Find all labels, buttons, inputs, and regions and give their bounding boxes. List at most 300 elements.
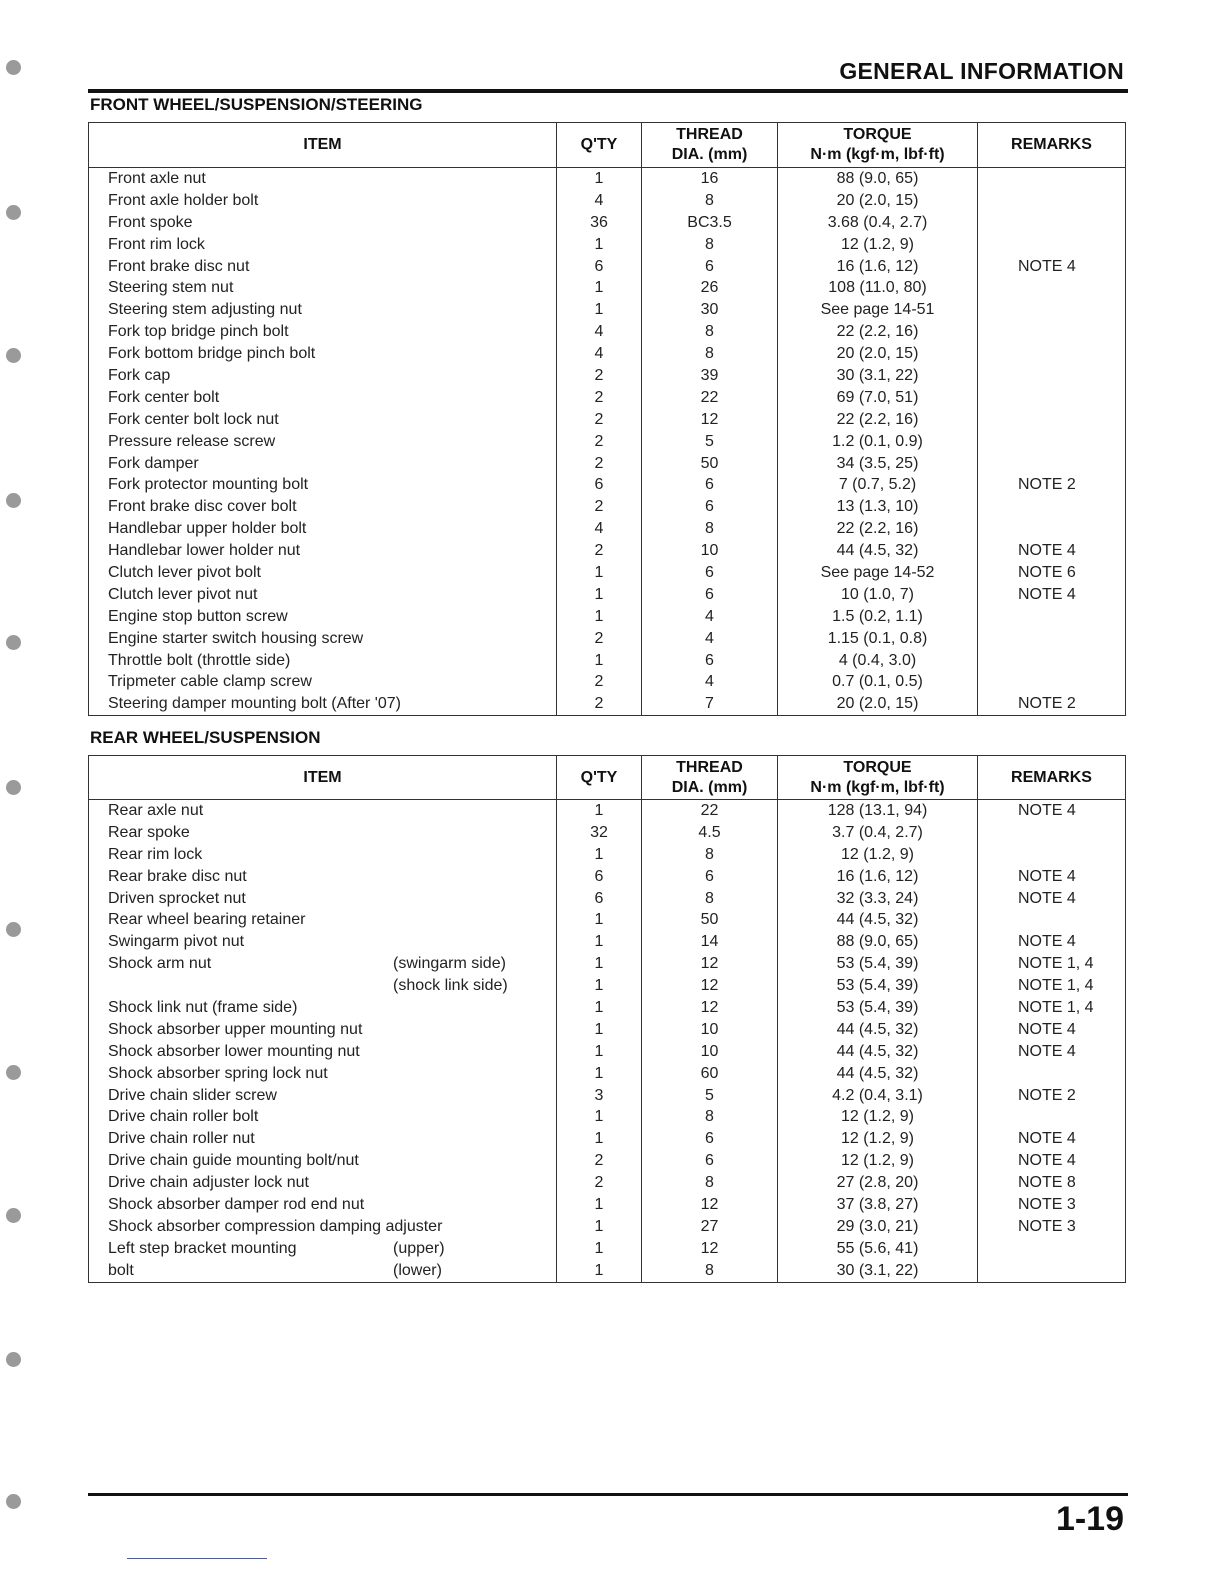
cell-torque: 53 (5.4, 39) bbox=[778, 997, 978, 1019]
item-name: Drive chain guide mounting bolt/nut bbox=[108, 1152, 359, 1170]
torque-label: TORQUE bbox=[843, 758, 912, 776]
cell-qty: 6 bbox=[557, 888, 642, 910]
cell-torque: 128 (13.1, 94) bbox=[778, 800, 978, 822]
table-row bbox=[89, 365, 1126, 387]
cell-remarks bbox=[978, 343, 1126, 365]
table-row bbox=[89, 321, 1126, 343]
table-row bbox=[89, 888, 1126, 910]
cell-torque: 44 (4.5, 32) bbox=[778, 909, 978, 931]
cell-qty: 6 bbox=[557, 866, 642, 888]
binder-hole bbox=[6, 205, 21, 220]
cell-item bbox=[89, 1106, 557, 1128]
cell-thread-dia: 10 bbox=[642, 1041, 778, 1063]
column-header-remarks: REMARKS bbox=[978, 756, 1126, 800]
cell-qty: 2 bbox=[557, 431, 642, 453]
cell-qty: 1 bbox=[557, 1019, 642, 1041]
cell-item: Clutch lever pivot bolt bbox=[89, 562, 557, 584]
cell-remarks bbox=[978, 234, 1126, 256]
table-row bbox=[89, 234, 1126, 256]
cell-item bbox=[89, 1216, 557, 1238]
cell-item: Fork top bridge pinch bolt bbox=[89, 321, 557, 343]
page-header-title: GENERAL INFORMATION bbox=[839, 58, 1124, 84]
cell-thread-dia: 12 bbox=[642, 997, 778, 1019]
table-row bbox=[89, 1194, 1126, 1216]
cell-torque: 12 (1.2, 9) bbox=[778, 234, 978, 256]
table-row bbox=[89, 671, 1126, 693]
cell-torque: 22 (2.2, 16) bbox=[778, 321, 978, 343]
cell-torque: 1.15 (0.1, 0.8) bbox=[778, 628, 978, 650]
cell-item bbox=[89, 1260, 557, 1282]
cell-thread-dia: 4.5 bbox=[642, 822, 778, 844]
cell-torque: 20 (2.0, 15) bbox=[778, 693, 978, 715]
torque-unit: N·m (kgf·m, lbf·ft) bbox=[810, 146, 945, 163]
cell-qty: 6 bbox=[557, 256, 642, 278]
cell-qty: 4 bbox=[557, 190, 642, 212]
table-row bbox=[89, 1063, 1126, 1085]
cell-thread-dia: 8 bbox=[642, 518, 778, 540]
item-name: Shock link nut (frame side) bbox=[108, 998, 298, 1016]
cell-remarks: NOTE 4 bbox=[978, 931, 1126, 953]
cell-item bbox=[89, 844, 557, 866]
cell-torque: 108 (11.0, 80) bbox=[778, 277, 978, 299]
cell-thread-dia: 60 bbox=[642, 1063, 778, 1085]
cell-remarks: NOTE 1, 4 bbox=[978, 953, 1126, 975]
table-row bbox=[89, 997, 1126, 1019]
cell-remarks: NOTE 4 bbox=[978, 584, 1126, 606]
table-row bbox=[89, 256, 1126, 278]
cell-thread-dia: 5 bbox=[642, 431, 778, 453]
cell-qty: 2 bbox=[557, 453, 642, 475]
cell-qty: 1 bbox=[557, 562, 642, 584]
table-row bbox=[89, 496, 1126, 518]
item-name: bolt bbox=[108, 1261, 134, 1279]
cell-remarks: NOTE 4 bbox=[978, 1019, 1126, 1041]
cell-qty: 1 bbox=[557, 909, 642, 931]
cell-item bbox=[89, 1085, 557, 1107]
cell-torque: 44 (4.5, 32) bbox=[778, 540, 978, 562]
cell-thread-dia: 12 bbox=[642, 1194, 778, 1216]
cell-remarks: NOTE 4 bbox=[978, 1041, 1126, 1063]
item-name: Rear brake disc nut bbox=[108, 867, 247, 885]
cell-remarks bbox=[978, 822, 1126, 844]
cell-thread-dia: 4 bbox=[642, 628, 778, 650]
binder-hole bbox=[6, 1065, 21, 1080]
cell-thread-dia: 8 bbox=[642, 844, 778, 866]
cell-qty: 2 bbox=[557, 387, 642, 409]
thread-label: THREAD bbox=[676, 758, 743, 776]
cell-thread-dia: 6 bbox=[642, 496, 778, 518]
cell-torque: 34 (3.5, 25) bbox=[778, 453, 978, 475]
table-row bbox=[89, 822, 1126, 844]
cell-thread-dia: 8 bbox=[642, 1106, 778, 1128]
cell-torque: 12 (1.2, 9) bbox=[778, 1150, 978, 1172]
cell-qty: 2 bbox=[557, 540, 642, 562]
cell-item bbox=[89, 909, 557, 931]
column-header-thread bbox=[642, 756, 778, 800]
cell-remarks bbox=[978, 1063, 1126, 1085]
cell-item: Front brake disc nut bbox=[89, 256, 557, 278]
cell-torque: 88 (9.0, 65) bbox=[778, 931, 978, 953]
column-header-item: ITEM bbox=[89, 123, 557, 168]
cell-remarks: NOTE 1, 4 bbox=[978, 975, 1126, 997]
cell-torque: 4 (0.4, 3.0) bbox=[778, 650, 978, 672]
table-row bbox=[89, 474, 1126, 496]
item-name: Shock absorber damper rod end nut bbox=[108, 1195, 365, 1213]
table-row bbox=[89, 562, 1126, 584]
cell-remarks bbox=[978, 321, 1126, 343]
table-row bbox=[89, 387, 1126, 409]
binder-hole bbox=[6, 1352, 21, 1367]
cell-thread-dia: BC3.5 bbox=[642, 212, 778, 234]
cell-remarks: NOTE 4 bbox=[978, 1128, 1126, 1150]
cell-item: Fork center bolt bbox=[89, 387, 557, 409]
cell-item bbox=[89, 1172, 557, 1194]
cell-torque: 30 (3.1, 22) bbox=[778, 365, 978, 387]
table-row bbox=[89, 540, 1126, 562]
cell-remarks: NOTE 4 bbox=[978, 256, 1126, 278]
item-name: Shock absorber compression damping adjuster bbox=[108, 1217, 443, 1235]
table-row bbox=[89, 343, 1126, 365]
cell-torque: 53 (5.4, 39) bbox=[778, 953, 978, 975]
cell-item bbox=[89, 1194, 557, 1216]
table-row bbox=[89, 844, 1126, 866]
cell-torque: 44 (4.5, 32) bbox=[778, 1019, 978, 1041]
cell-remarks bbox=[978, 365, 1126, 387]
cell-thread-dia: 50 bbox=[642, 909, 778, 931]
cell-item bbox=[89, 822, 557, 844]
cell-item: Fork cap bbox=[89, 365, 557, 387]
rear-torque-table bbox=[88, 755, 1126, 1283]
cell-torque: 16 (1.6, 12) bbox=[778, 256, 978, 278]
binder-hole bbox=[6, 60, 21, 75]
cell-torque: 3.68 (0.4, 2.7) bbox=[778, 212, 978, 234]
cell-remarks: NOTE 4 bbox=[978, 1150, 1126, 1172]
cell-item bbox=[89, 953, 557, 975]
cell-torque: 1.5 (0.2, 1.1) bbox=[778, 606, 978, 628]
cell-torque: 4.2 (0.4, 3.1) bbox=[778, 1085, 978, 1107]
binder-hole bbox=[6, 1208, 21, 1223]
item-name: Drive chain roller nut bbox=[108, 1130, 255, 1148]
cell-remarks: NOTE 2 bbox=[978, 693, 1126, 715]
cell-qty: 1 bbox=[557, 277, 642, 299]
column-header-torque bbox=[778, 123, 978, 168]
item-name: Rear rim lock bbox=[108, 845, 203, 863]
cell-remarks: NOTE 3 bbox=[978, 1194, 1126, 1216]
cell-qty: 2 bbox=[557, 365, 642, 387]
cell-item: Fork damper bbox=[89, 453, 557, 475]
cell-item bbox=[89, 1063, 557, 1085]
cell-qty: 1 bbox=[557, 1238, 642, 1260]
cell-thread-dia: 8 bbox=[642, 1260, 778, 1282]
cell-qty: 1 bbox=[557, 168, 642, 190]
cell-torque: 37 (3.8, 27) bbox=[778, 1194, 978, 1216]
cell-item: Steering damper mounting bolt (After '07) bbox=[89, 693, 557, 715]
cell-remarks bbox=[978, 453, 1126, 475]
item-name: Driven sprocket nut bbox=[108, 889, 246, 907]
item-name: Rear axle nut bbox=[108, 801, 204, 819]
cell-remarks: NOTE 1, 4 bbox=[978, 997, 1126, 1019]
cell-torque: See page 14-52 bbox=[778, 562, 978, 584]
footer-rule bbox=[88, 1493, 1128, 1496]
thread-unit: DIA. (mm) bbox=[671, 778, 748, 796]
column-header-torque bbox=[778, 756, 978, 800]
cell-qty: 1 bbox=[557, 800, 642, 822]
cell-item bbox=[89, 866, 557, 888]
cell-item: Front brake disc cover bolt bbox=[89, 496, 557, 518]
cell-remarks bbox=[978, 628, 1126, 650]
cell-thread-dia: 50 bbox=[642, 453, 778, 475]
cell-thread-dia: 5 bbox=[642, 1085, 778, 1107]
cell-qty: 1 bbox=[557, 606, 642, 628]
cell-thread-dia: 6 bbox=[642, 584, 778, 606]
item-name: Shock absorber spring lock nut bbox=[108, 1064, 328, 1082]
cell-qty: 6 bbox=[557, 474, 642, 496]
front-table-body bbox=[89, 168, 1126, 716]
table-row bbox=[89, 975, 1126, 997]
table-row bbox=[89, 168, 1126, 190]
cell-item: Engine starter switch housing screw bbox=[89, 628, 557, 650]
cell-thread-dia: 39 bbox=[642, 365, 778, 387]
cell-torque: 27 (2.8, 20) bbox=[778, 1172, 978, 1194]
cell-qty: 4 bbox=[557, 518, 642, 540]
cell-item: Front axle nut bbox=[89, 168, 557, 190]
table-row bbox=[89, 1106, 1126, 1128]
binder-hole bbox=[6, 1494, 21, 1509]
cell-remarks: NOTE 8 bbox=[978, 1172, 1126, 1194]
cell-torque: 29 (3.0, 21) bbox=[778, 1216, 978, 1238]
column-header-item: ITEM bbox=[89, 756, 557, 800]
cell-remarks bbox=[978, 496, 1126, 518]
cell-item: Tripmeter cable clamp screw bbox=[89, 671, 557, 693]
table-row bbox=[89, 800, 1126, 822]
cell-qty: 1 bbox=[557, 584, 642, 606]
cell-remarks bbox=[978, 168, 1126, 190]
item-location: (shock link side) bbox=[393, 977, 508, 995]
cell-remarks bbox=[978, 671, 1126, 693]
cell-thread-dia: 6 bbox=[642, 562, 778, 584]
cell-thread-dia: 14 bbox=[642, 931, 778, 953]
front-torque-table bbox=[88, 122, 1126, 716]
cell-torque: 32 (3.3, 24) bbox=[778, 888, 978, 910]
cell-item bbox=[89, 1150, 557, 1172]
cell-qty: 1 bbox=[557, 1063, 642, 1085]
cell-qty: 1 bbox=[557, 997, 642, 1019]
cell-torque: 44 (4.5, 32) bbox=[778, 1063, 978, 1085]
torque-label: TORQUE bbox=[843, 126, 912, 143]
cell-thread-dia: 10 bbox=[642, 540, 778, 562]
cell-item: Handlebar upper holder bolt bbox=[89, 518, 557, 540]
table-row bbox=[89, 409, 1126, 431]
cell-thread-dia: 10 bbox=[642, 1019, 778, 1041]
cell-item bbox=[89, 800, 557, 822]
cell-qty: 2 bbox=[557, 693, 642, 715]
cell-thread-dia: 27 bbox=[642, 1216, 778, 1238]
cell-item bbox=[89, 888, 557, 910]
cell-qty: 1 bbox=[557, 844, 642, 866]
torque-unit: N·m (kgf·m, lbf·ft) bbox=[810, 778, 945, 796]
cell-remarks bbox=[978, 299, 1126, 321]
cell-torque: 20 (2.0, 15) bbox=[778, 343, 978, 365]
cell-qty: 1 bbox=[557, 953, 642, 975]
cell-remarks bbox=[978, 387, 1126, 409]
cell-remarks: NOTE 4 bbox=[978, 866, 1126, 888]
cell-remarks bbox=[978, 909, 1126, 931]
cell-remarks: NOTE 6 bbox=[978, 562, 1126, 584]
cell-remarks bbox=[978, 190, 1126, 212]
cell-thread-dia: 6 bbox=[642, 256, 778, 278]
cell-torque: 12 (1.2, 9) bbox=[778, 844, 978, 866]
cell-thread-dia: 8 bbox=[642, 234, 778, 256]
table-row bbox=[89, 628, 1126, 650]
cell-torque: 69 (7.0, 51) bbox=[778, 387, 978, 409]
cell-torque: 88 (9.0, 65) bbox=[778, 168, 978, 190]
table-row bbox=[89, 190, 1126, 212]
table-row bbox=[89, 953, 1126, 975]
cell-thread-dia: 4 bbox=[642, 606, 778, 628]
cell-torque: 12 (1.2, 9) bbox=[778, 1106, 978, 1128]
cell-torque: 30 (3.1, 22) bbox=[778, 1260, 978, 1282]
cell-remarks bbox=[978, 409, 1126, 431]
table-row bbox=[89, 431, 1126, 453]
cell-item: Handlebar lower holder nut bbox=[89, 540, 557, 562]
cell-thread-dia: 8 bbox=[642, 343, 778, 365]
table-row bbox=[89, 931, 1126, 953]
cell-item bbox=[89, 1041, 557, 1063]
cell-qty: 2 bbox=[557, 1150, 642, 1172]
cell-torque: 10 (1.0, 7) bbox=[778, 584, 978, 606]
table-row bbox=[89, 277, 1126, 299]
cell-item bbox=[89, 1128, 557, 1150]
item-name: Shock absorber lower mounting nut bbox=[108, 1042, 360, 1060]
cell-torque: 22 (2.2, 16) bbox=[778, 518, 978, 540]
table-row bbox=[89, 1150, 1126, 1172]
table-row bbox=[89, 1216, 1126, 1238]
cell-torque: 12 (1.2, 9) bbox=[778, 1128, 978, 1150]
cell-qty: 36 bbox=[557, 212, 642, 234]
cell-item: Clutch lever pivot nut bbox=[89, 584, 557, 606]
binder-holes bbox=[6, 0, 24, 1584]
cell-torque: 20 (2.0, 15) bbox=[778, 190, 978, 212]
cell-torque: 13 (1.3, 10) bbox=[778, 496, 978, 518]
table-row bbox=[89, 1128, 1126, 1150]
cell-torque: 22 (2.2, 16) bbox=[778, 409, 978, 431]
cell-item: Fork center bolt lock nut bbox=[89, 409, 557, 431]
cell-qty: 1 bbox=[557, 1194, 642, 1216]
cell-remarks bbox=[978, 1260, 1126, 1282]
cell-thread-dia: 8 bbox=[642, 321, 778, 343]
cell-qty: 1 bbox=[557, 650, 642, 672]
cell-qty: 2 bbox=[557, 1172, 642, 1194]
cell-thread-dia: 4 bbox=[642, 671, 778, 693]
cell-remarks bbox=[978, 431, 1126, 453]
cell-remarks bbox=[978, 650, 1126, 672]
page-number: 1-19 bbox=[1055, 1500, 1124, 1538]
cell-remarks: NOTE 4 bbox=[978, 888, 1126, 910]
table-row bbox=[89, 453, 1126, 475]
item-location: (upper) bbox=[393, 1239, 445, 1257]
cell-torque: 44 (4.5, 32) bbox=[778, 1041, 978, 1063]
cell-torque: 53 (5.4, 39) bbox=[778, 975, 978, 997]
cell-qty: 1 bbox=[557, 1216, 642, 1238]
cell-thread-dia: 8 bbox=[642, 888, 778, 910]
cell-qty: 1 bbox=[557, 1106, 642, 1128]
item-location: (swingarm side) bbox=[393, 955, 506, 973]
cell-qty: 32 bbox=[557, 822, 642, 844]
table-row bbox=[89, 1019, 1126, 1041]
cell-item: Steering stem adjusting nut bbox=[89, 299, 557, 321]
cell-qty: 1 bbox=[557, 931, 642, 953]
cell-thread-dia: 16 bbox=[642, 168, 778, 190]
cell-thread-dia: 26 bbox=[642, 277, 778, 299]
cell-thread-dia: 7 bbox=[642, 693, 778, 715]
table-row bbox=[89, 584, 1126, 606]
cell-torque: See page 14-51 bbox=[778, 299, 978, 321]
cell-item bbox=[89, 1019, 557, 1041]
cell-item: Pressure release screw bbox=[89, 431, 557, 453]
cell-torque: 0.7 (0.1, 0.5) bbox=[778, 671, 978, 693]
front-section-title: FRONT WHEEL/SUSPENSION/STEERING bbox=[90, 95, 423, 114]
item-name: Left step bracket mounting bbox=[108, 1239, 297, 1257]
cell-qty: 1 bbox=[557, 1260, 642, 1282]
cell-thread-dia: 22 bbox=[642, 800, 778, 822]
cell-thread-dia: 8 bbox=[642, 190, 778, 212]
thread-label: THREAD bbox=[676, 126, 743, 143]
cell-torque: 1.2 (0.1, 0.9) bbox=[778, 431, 978, 453]
item-name: Rear wheel bearing retainer bbox=[108, 911, 306, 929]
table-row bbox=[89, 693, 1126, 715]
cell-remarks: NOTE 2 bbox=[978, 1085, 1126, 1107]
cell-item bbox=[89, 1238, 557, 1260]
item-name: Drive chain adjuster lock nut bbox=[108, 1174, 309, 1192]
cell-thread-dia: 22 bbox=[642, 387, 778, 409]
table-row bbox=[89, 650, 1126, 672]
column-header-thread bbox=[642, 123, 778, 168]
cell-item: Throttle bolt (throttle side) bbox=[89, 650, 557, 672]
table-row bbox=[89, 909, 1126, 931]
cell-thread-dia: 12 bbox=[642, 953, 778, 975]
cell-thread-dia: 6 bbox=[642, 866, 778, 888]
cell-item: Front rim lock bbox=[89, 234, 557, 256]
cell-item: Front axle holder bolt bbox=[89, 190, 557, 212]
cell-qty: 2 bbox=[557, 496, 642, 518]
cell-item bbox=[89, 975, 557, 997]
item-name: Drive chain roller bolt bbox=[108, 1108, 259, 1126]
cell-torque: 55 (5.6, 41) bbox=[778, 1238, 978, 1260]
binder-hole bbox=[6, 348, 21, 363]
cell-thread-dia: 12 bbox=[642, 975, 778, 997]
cell-torque: 3.7 (0.4, 2.7) bbox=[778, 822, 978, 844]
column-header-qty: Q'TY bbox=[557, 123, 642, 168]
cell-remarks: NOTE 3 bbox=[978, 1216, 1126, 1238]
cell-remarks bbox=[978, 1106, 1126, 1128]
cell-thread-dia: 30 bbox=[642, 299, 778, 321]
cell-remarks bbox=[978, 518, 1126, 540]
cell-item bbox=[89, 997, 557, 1019]
cell-thread-dia: 12 bbox=[642, 1238, 778, 1260]
binder-hole bbox=[6, 922, 21, 937]
item-name: Shock arm nut bbox=[108, 955, 212, 973]
table-row bbox=[89, 606, 1126, 628]
binder-hole bbox=[6, 780, 21, 795]
cell-qty: 1 bbox=[557, 234, 642, 256]
cell-qty: 2 bbox=[557, 628, 642, 650]
cell-torque: 16 (1.6, 12) bbox=[778, 866, 978, 888]
item-name: Shock absorber upper mounting nut bbox=[108, 1020, 363, 1038]
cell-remarks bbox=[978, 844, 1126, 866]
item-name: Drive chain slider screw bbox=[108, 1086, 277, 1104]
table-row bbox=[89, 1260, 1126, 1282]
table-row bbox=[89, 866, 1126, 888]
